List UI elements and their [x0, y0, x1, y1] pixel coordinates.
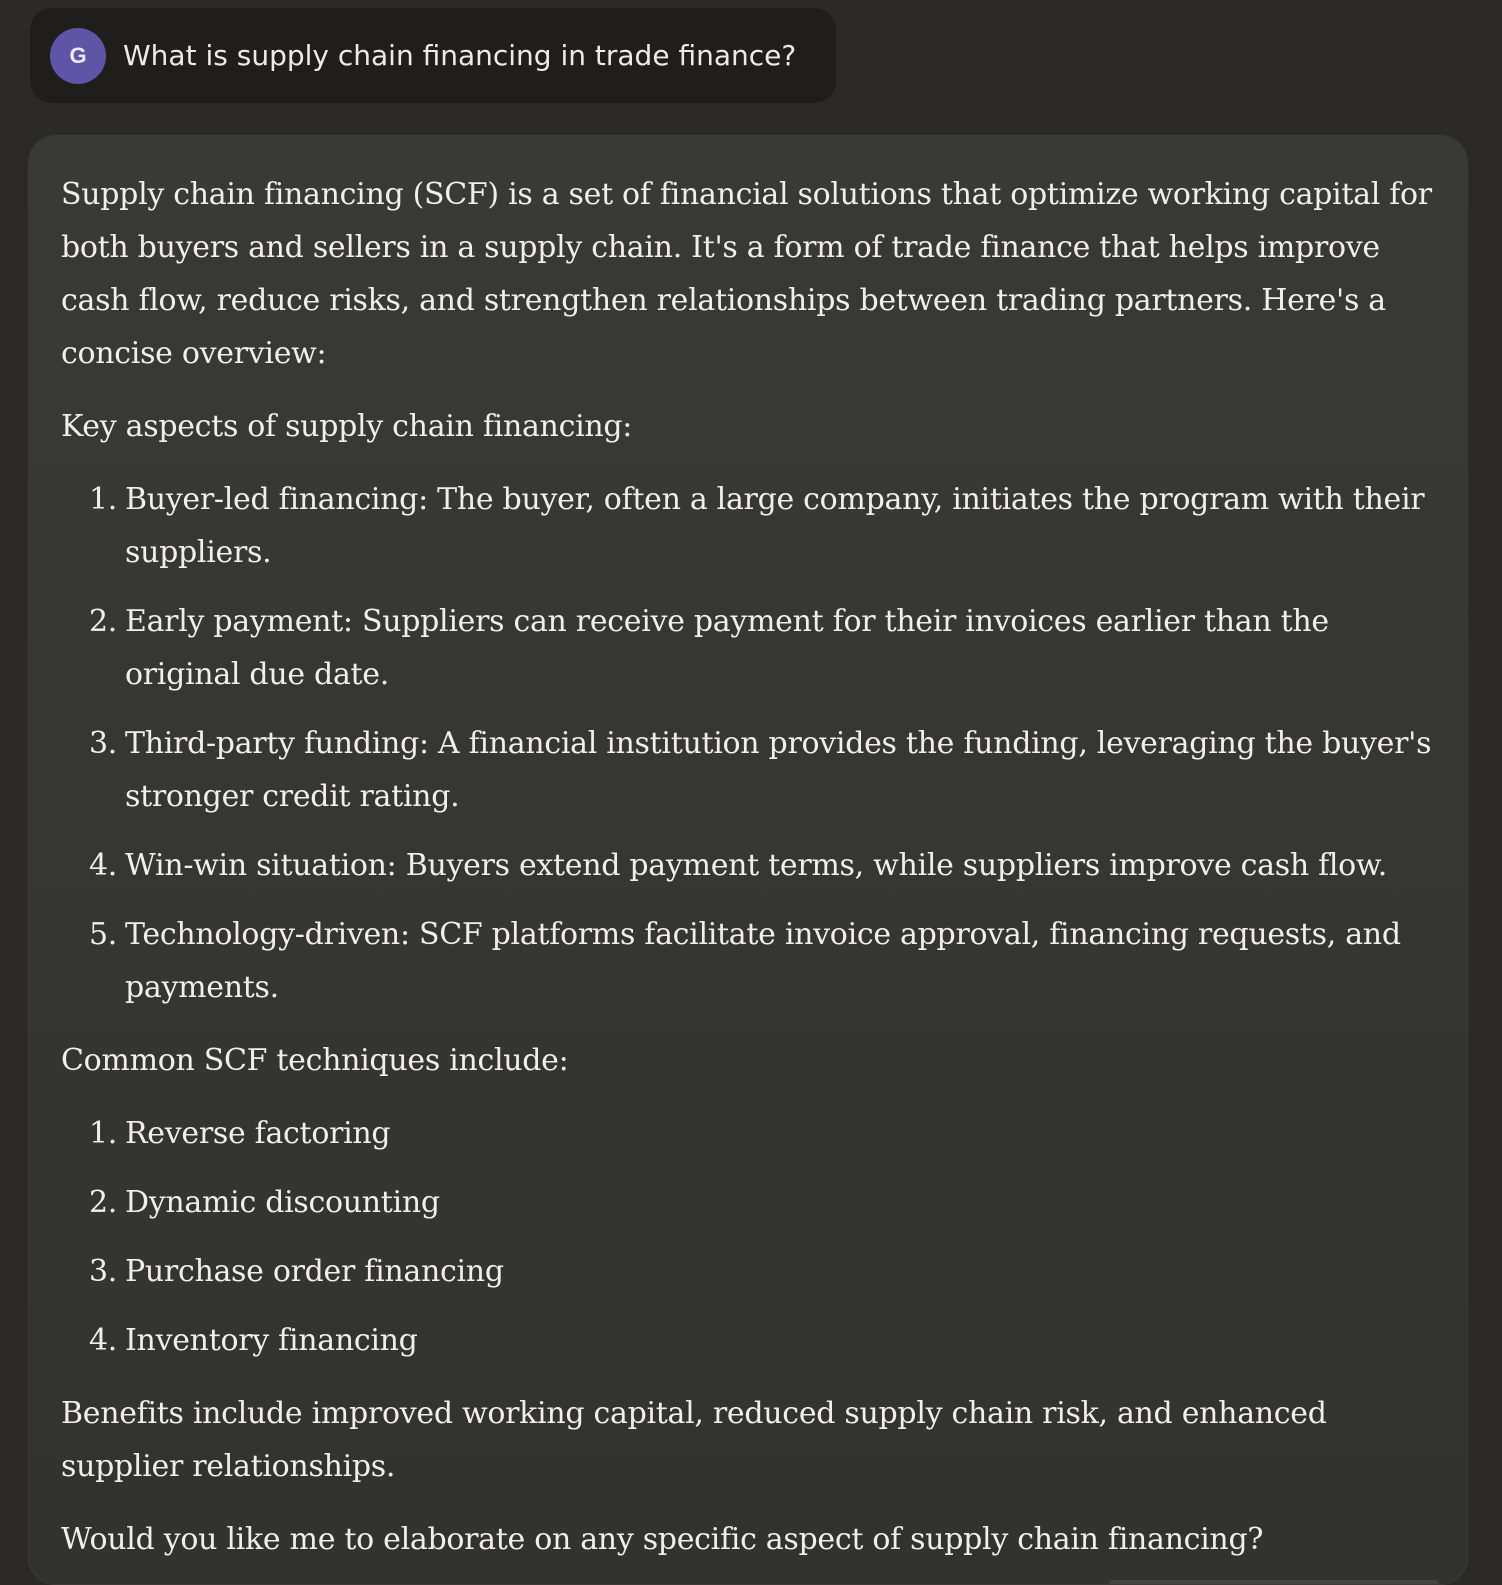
user-avatar[interactable]: G [50, 28, 106, 84]
list-item-text: Dynamic discounting [125, 1185, 440, 1220]
list-item-text: Technology-driven: SCF platforms facilitate invoice approval, financing requests, and payments. [125, 917, 1401, 1005]
key-aspects-list [61, 473, 1437, 1014]
assistant-message [28, 135, 1468, 1585]
list-item [61, 1245, 1437, 1298]
list-item-number: 4. [89, 1323, 118, 1358]
intro-paragraph: Supply chain financing (SCF) is a set of financial solutions that optimize working capital for both buyers and sellers in a supply chain. It's a form of trade finance that helps improve cash flow, reduce risks, and strengthen relationships between trading partners. Here's a concise overview: [61, 177, 1432, 371]
list-item-number: 4. [89, 848, 118, 883]
message-actions-bar [1109, 1580, 1439, 1584]
user-message [30, 8, 836, 103]
list-item [61, 908, 1437, 1014]
list-item-number: 2. [89, 1185, 118, 1220]
list-item [61, 1314, 1437, 1367]
list-item [61, 717, 1437, 823]
user-message-text: What is supply chain financing in trade finance? [123, 39, 797, 72]
list-item [61, 839, 1437, 892]
list-item-number: 2. [89, 604, 118, 639]
list-item-text: Buyer-led financing: The buyer, often a large company, initiates the program with their suppliers. [125, 482, 1425, 570]
benefits-paragraph: Benefits include improved working capital, reduced supply chain risk, and enhanced supplier relationships. [61, 1396, 1327, 1484]
list-item [61, 1107, 1437, 1160]
list-item-number: 5. [89, 917, 118, 952]
list-item-text: Third-party funding: A financial institution provides the funding, leveraging the buyer's stronger credit rating. [125, 726, 1432, 814]
key-aspects-heading: Key aspects of supply chain financing: [61, 409, 633, 444]
list-item-number: 1. [89, 1116, 118, 1151]
list-item [61, 1176, 1437, 1229]
list-item-text: Inventory financing [125, 1323, 418, 1358]
techniques-list [61, 1107, 1437, 1367]
list-item-text: Purchase order financing [125, 1254, 504, 1289]
techniques-heading: Common SCF techniques include: [61, 1043, 569, 1078]
list-item [61, 473, 1437, 579]
closing-question: Would you like me to elaborate on any specific aspect of supply chain financing? [61, 1522, 1264, 1557]
list-item-number: 3. [89, 726, 118, 761]
list-item-number: 3. [89, 1254, 118, 1289]
list-item-text: Early payment: Suppliers can receive payment for their invoices earlier than the original due date. [125, 604, 1329, 692]
list-item [61, 595, 1437, 701]
list-item-text: Win-win situation: Buyers extend payment terms, while suppliers improve cash flow. [125, 848, 1387, 883]
list-item-number: 1. [89, 482, 118, 517]
assistant-message-content [61, 168, 1437, 1566]
list-item-text: Reverse factoring [125, 1116, 391, 1151]
